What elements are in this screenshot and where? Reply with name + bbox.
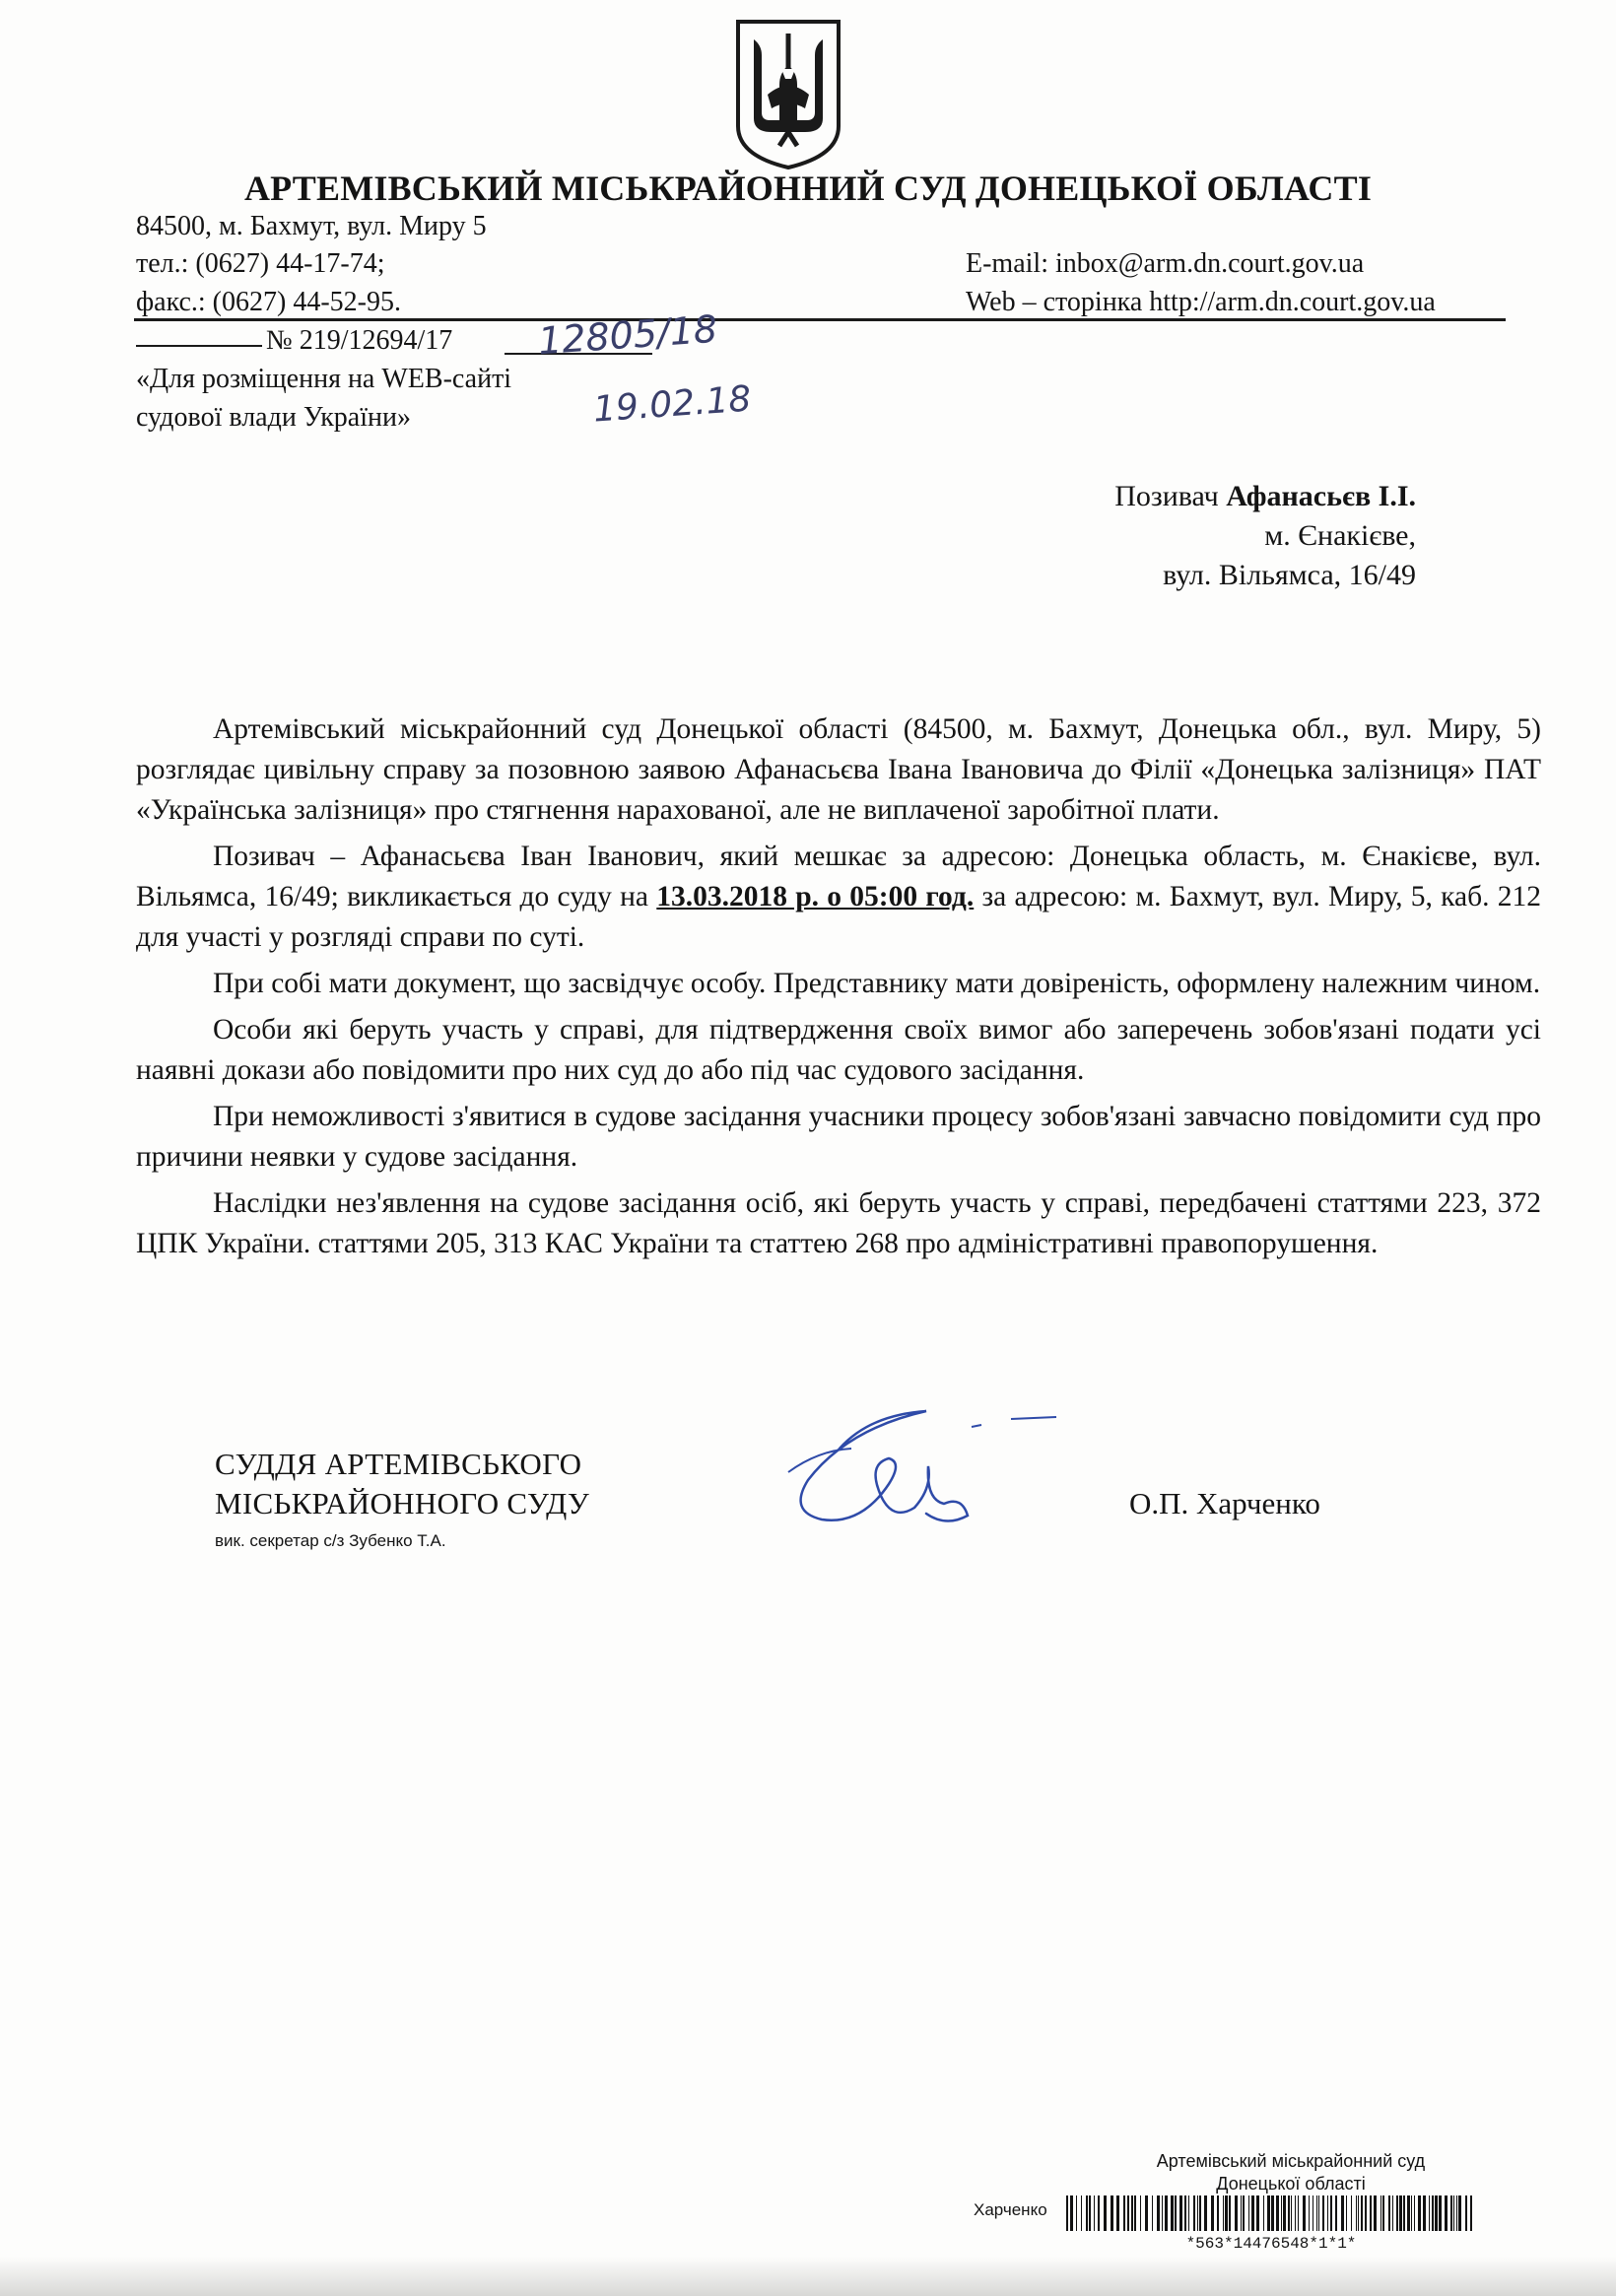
barcode-bar — [1470, 2195, 1472, 2231]
barcode-bar — [1423, 2195, 1426, 2231]
court-address: 84500, м. Бахмут, вул. Миру 5 — [136, 211, 487, 241]
barcode-bar — [1241, 2195, 1242, 2231]
barcode-bar — [1179, 2195, 1182, 2231]
barcode-bar — [1365, 2195, 1367, 2231]
barcode-number: *563*14476548*1*1* — [1185, 2235, 1357, 2253]
barcode-bar — [1094, 2195, 1095, 2231]
barcode-bar — [1104, 2195, 1107, 2231]
paragraph-case-description: Артемівський міськрайонний суд Донецької області (84500, м. Бахмут, Донецька обл., вул. Миру, 5) розглядає цивільну справу за позовною заявою Афанасьєва Івана Івановича до Філії «Донецька залізниця» ПАТ «Українська залізниця» про стягнення нарахованої, але не виплаченої заробітної плати. — [136, 713, 1541, 826]
barcode-bar — [1407, 2195, 1410, 2231]
barcode-bar — [1229, 2195, 1231, 2231]
barcode-bar — [1116, 2195, 1119, 2231]
paragraph-evidence: Особи які беруть участь у справі, для підтвердження своїх вимог або заперечень зобов'язані подати усі наявні докази або повідомити про них суд до або під час судового засідання. — [136, 1014, 1541, 1086]
reference-blank-line — [136, 345, 262, 347]
barcode-bar — [1123, 2195, 1125, 2231]
trident-emblem-icon — [732, 16, 844, 171]
registry-stamp-court — [1104, 2150, 1478, 2195]
barcode-bar — [1098, 2195, 1100, 2231]
barcode-bar — [1175, 2195, 1177, 2231]
barcode-bar — [1165, 2195, 1168, 2231]
barcode-bar — [1450, 2195, 1452, 2231]
barcode-bar — [1453, 2195, 1454, 2231]
barcode-bar — [1356, 2195, 1357, 2231]
barcode-bar — [1411, 2195, 1412, 2231]
barcode-bar — [1435, 2195, 1438, 2231]
barcode-bar — [1341, 2195, 1344, 2231]
barcode-bar — [1127, 2195, 1129, 2231]
recipient-surname: Афанасьєв І.І. — [1226, 480, 1416, 512]
barcode-bar — [1351, 2195, 1352, 2231]
barcode-bar — [1131, 2195, 1133, 2231]
barcode-bar — [1145, 2195, 1148, 2231]
handwritten-outgoing-number: 12805/18 — [536, 306, 719, 364]
barcode-bar — [1248, 2195, 1249, 2231]
web-publication-note-line2: судової влади України» — [136, 402, 411, 433]
secretary-note: вик. секретар с/з Зубенко Т.А. — [215, 1531, 446, 1550]
barcode-bar — [1157, 2195, 1160, 2231]
judge-title-line2: МІСЬКРАЙОННОГО СУДУ — [215, 1486, 590, 1520]
barcode-bar — [1358, 2195, 1359, 2231]
barcode-bar — [1086, 2195, 1088, 2231]
barcode-bar — [1204, 2195, 1207, 2231]
barcode-bar — [1235, 2195, 1238, 2231]
handwritten-date: 19.02.18 — [591, 378, 753, 431]
barcode-bar — [1111, 2195, 1113, 2231]
barcode-bar — [1256, 2195, 1259, 2231]
barcode-bar — [1281, 2195, 1282, 2231]
barcode-bar — [1374, 2195, 1377, 2231]
stamp-judge-name: Харченко — [974, 2200, 1047, 2219]
judge-name: О.П. Харченко — [1129, 1486, 1320, 1520]
barcode-bar — [1066, 2195, 1068, 2231]
barcode-bar — [1152, 2195, 1153, 2231]
barcode-bar — [1070, 2195, 1073, 2231]
paragraph-documents: При собі мати документ, що засвідчує особу. Представнику мати довіреність, оформлену належним чином. — [213, 968, 1541, 999]
summons-body — [136, 709, 1541, 1270]
barcode-bar — [1392, 2195, 1393, 2231]
summons-text-end: за адресою: м. Бахмут, вул. Миру, 5, каб. 212 для участі у розгляді справи по суті. — [136, 881, 1541, 953]
barcode-bar — [1429, 2195, 1430, 2231]
barcode-bar — [1327, 2195, 1328, 2231]
barcode-bar — [1243, 2195, 1245, 2231]
court-email: E-mail: inbox@arm.dn.court.gov.ua — [966, 248, 1365, 279]
barcode-bar — [1388, 2195, 1390, 2231]
judge-signature — [778, 1389, 1074, 1567]
paragraph-summons — [136, 837, 1541, 958]
barcode-bar — [1399, 2195, 1402, 2231]
barcode-bar — [1089, 2195, 1091, 2231]
barcode-bar — [1370, 2195, 1372, 2231]
scan-bottom-edge — [0, 2257, 1616, 2296]
barcode-bar — [1267, 2195, 1270, 2231]
barcode-bar — [1291, 2195, 1292, 2231]
barcode-bar — [1263, 2195, 1264, 2231]
barcode-bar — [1445, 2195, 1448, 2231]
stamp-court-line1: Артемівський міськрайонний суд — [1156, 2151, 1426, 2171]
hearing-date-time: 13.03.2018 р. о 05:00 год. — [656, 881, 975, 912]
barcode-bar — [1396, 2195, 1398, 2231]
recipient-name — [1114, 480, 1416, 513]
barcode-bar — [1382, 2195, 1384, 2231]
paragraph-absence-notice: При неможливості з'явитися в судове засідання учасники процесу зобов'язані завчасно повідомити суд про причини неявки у судове засідання. — [136, 1101, 1541, 1173]
barcode-bar — [1283, 2195, 1286, 2231]
barcode-bar — [1251, 2195, 1254, 2231]
paragraph-consequences: Наслідки нез'явлення на судове засідання осіб, які беруть участь у справі, передбачені статтями 223, 372 ЦПК України. статтями 205, 313 КАС України та статтею 268 про адміністративні правопорушення. — [136, 1187, 1541, 1259]
recipient-label: Позивач — [1114, 480, 1227, 512]
court-website: Web – сторінка http://arm.dn.court.gov.ua — [966, 287, 1436, 317]
barcode-bar — [1184, 2195, 1186, 2231]
barcode-bar — [1134, 2195, 1136, 2231]
recipient-street: вул. Вільямса, 16/49 — [1163, 559, 1416, 591]
barcode-bar — [1361, 2195, 1363, 2231]
barcode-bar — [1346, 2195, 1347, 2231]
barcode-bar — [1193, 2195, 1195, 2231]
barcode-bar — [1380, 2195, 1381, 2231]
barcode-bar — [1140, 2195, 1141, 2231]
barcode-bar — [1418, 2195, 1421, 2231]
barcode-bar — [1199, 2195, 1201, 2231]
barcode-bar — [1322, 2195, 1324, 2231]
barcode-bar — [1330, 2195, 1332, 2231]
barcode-bar — [1211, 2195, 1214, 2231]
barcode-bar — [1288, 2195, 1290, 2231]
web-publication-note-line1: «Для розміщення на WEB-сайті — [136, 364, 512, 394]
court-phone: тел.: (0627) 44-17-74; — [136, 248, 385, 279]
summons-text-start: Позивач – Афанасьєва Іван Іванович, який мешкає за адресою: Донецька область, м. Єнакієве, вул. Вільямса, 16/49; викликається до суду на — [136, 841, 1541, 912]
court-fax: факс.: (0627) 44-52-95. — [136, 287, 401, 317]
barcode-bar — [1188, 2195, 1189, 2231]
barcode-bar — [1276, 2195, 1279, 2231]
barcode-bar — [1439, 2195, 1442, 2231]
header-divider — [134, 318, 1506, 321]
barcode-bar — [1414, 2195, 1415, 2231]
barcode-bar — [1295, 2195, 1296, 2231]
barcode-bar — [1298, 2195, 1299, 2231]
barcode-bar — [1076, 2195, 1077, 2231]
court-name-heading: АРТЕМІВСЬКИЙ МІСЬКРАЙОННИЙ СУД ДОНЕЦЬКОЇ ОБЛАСТІ — [243, 169, 1373, 208]
barcode-bar — [1465, 2195, 1467, 2231]
barcode-bar — [1458, 2195, 1461, 2231]
barcode-bar — [1303, 2195, 1306, 2231]
barcode-bar — [1271, 2195, 1274, 2231]
barcode-bar — [1309, 2195, 1310, 2231]
barcode-bar — [1217, 2195, 1219, 2231]
barcode-bar — [1081, 2195, 1082, 2231]
barcode-bar — [1456, 2195, 1457, 2231]
barcode-bar — [1162, 2195, 1163, 2231]
registry-barcode — [1064, 2195, 1478, 2231]
barcode-bar — [1318, 2195, 1319, 2231]
barcode-bar — [1197, 2195, 1198, 2231]
barcode-bar — [1432, 2195, 1434, 2231]
stamp-court-line2: Донецької області — [1216, 2174, 1366, 2194]
barcode-bar — [1223, 2195, 1224, 2231]
recipient-city: м. Єнакієве, — [1264, 519, 1416, 552]
barcode-bar — [1225, 2195, 1228, 2231]
case-number: № 219/12694/17 — [266, 325, 453, 356]
barcode-bar — [1335, 2195, 1337, 2231]
barcode-bar — [1171, 2195, 1174, 2231]
judge-title-line1: СУДДЯ АРТЕМІВСЬКОГО — [215, 1447, 582, 1481]
barcode-bar — [1316, 2195, 1317, 2231]
barcode-bar — [1403, 2195, 1405, 2231]
